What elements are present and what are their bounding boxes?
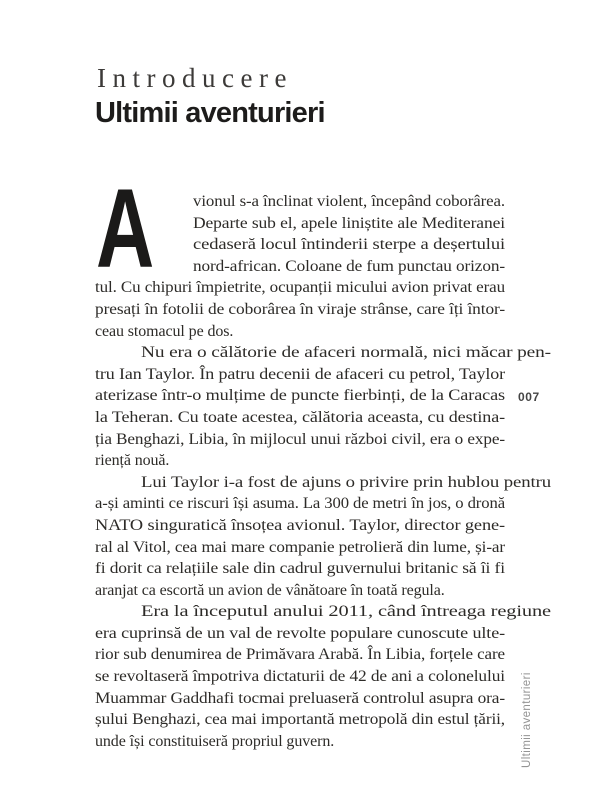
text-line: tul. Cu chipuri împietrite, ocupanții micului avion privat erau: [95, 279, 506, 297]
text-line: vionul s-a înclinat violent, începând coborârea.: [193, 193, 505, 210]
text-line: NATO singuratică însoțea avionul. Taylor, director gene-: [95, 516, 505, 534]
text-line: presați în fotolii de coborârea în viraje strânse, care îți întor-: [95, 300, 505, 318]
text-line: șului Benghazi, cea mai importantă metropolă din estul țării,: [95, 711, 505, 729]
text-line: Departe sub el, apele liniștite ale Mediteranei: [193, 214, 505, 232]
text-line: ceau stomacul pe dos.: [95, 322, 234, 340]
text-line: era cuprinsă de un val de revolte populare cunoscute ulte-: [95, 624, 505, 642]
text-line: la Teheran. Cu toate acestea, călătoria aceasta, cu destina-: [95, 408, 505, 426]
drop-cap: A: [96, 166, 155, 291]
text-line: tru Ian Taylor. În patru decenii de afaceri cu petrol, Taylor: [95, 365, 505, 383]
text-line: aranjat ca escortă un avion de vânătoare în toată regula.: [95, 581, 445, 599]
chapter-title: Ultimii aventurieri: [95, 97, 325, 129]
text-line: unde își constituiseră propriul guvern.: [95, 732, 335, 750]
text-line: Muammar Gaddhafi tocmai preluaseră controlul asupra ora-: [95, 689, 506, 707]
text-line: a-și aminti ce riscuri își asuma. La 300 de metri în jos, o dronă: [95, 495, 505, 513]
text-line: aterizase într-o mulțime de puncte fierbinți, de la Caracas: [95, 387, 505, 405]
text-line: Era la începutul anului 2011, când întreaga regiune: [141, 603, 551, 621]
text-line: cedaseră locul întinderii sterpe a deșertului: [193, 236, 506, 254]
text-line: Nu era o călătorie de afaceri normală, nici măcar pen-: [141, 344, 551, 362]
margin-running-title: Ultimii aventurieri: [521, 672, 533, 768]
text-line: fi dorit ca relațiile sale din cadrul guvernului britanic să îi fi: [95, 560, 505, 578]
text-line: ral al Vitol, cea mai mare companie petrolieră din lume, și-ar: [95, 538, 505, 556]
page-number: 007: [518, 390, 540, 404]
text-line: rior sub denumirea de Primăvara Arabă. În Libia, forțele care: [95, 646, 506, 664]
text-line: riență nouă.: [95, 452, 170, 470]
section-kicker: Introducere: [97, 63, 293, 93]
text-line: Lui Taylor i-a fost de ajuns o privire prin hublou pentru: [141, 473, 551, 491]
text-line: se revoltaseră împotriva dictaturii de 42 de ani a colonelului: [95, 668, 505, 686]
text-line: ția Benghazi, Libia, în mijlocul unui război civil, era o expe-: [95, 430, 505, 448]
text-line: nord-african. Coloane de fum punctau orizon-: [193, 257, 505, 275]
